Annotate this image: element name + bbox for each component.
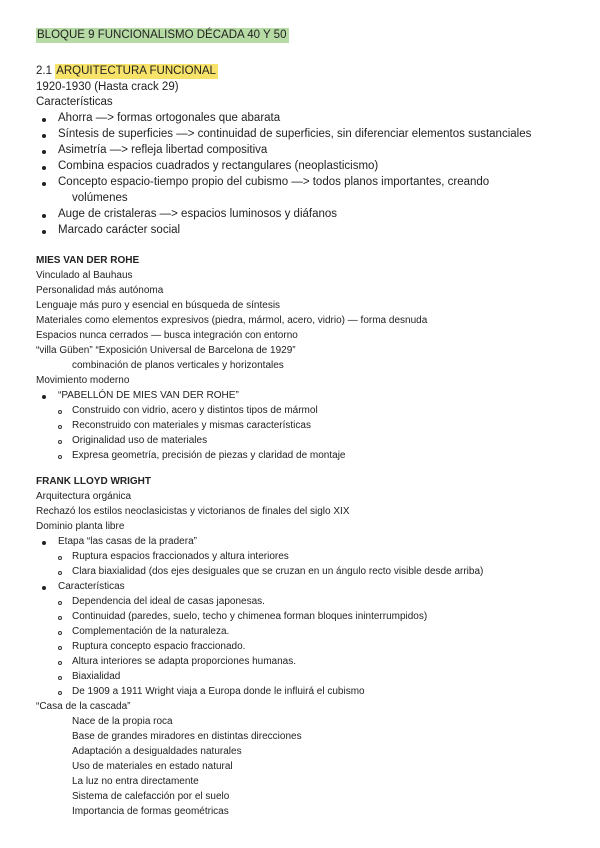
sub-list-item: Ruptura espacios fraccionados y altura interiores: [72, 551, 289, 562]
sub-bullet-icon: [58, 556, 62, 560]
section-label: Características: [36, 96, 113, 108]
bullet-icon: [42, 134, 46, 138]
sub-list-item: Ruptura concepto espacio fraccionado.: [72, 641, 246, 652]
text-line: Vinculado al Bauhaus: [36, 270, 133, 281]
text-line-indented: Importancia de formas geométricas: [72, 806, 229, 817]
text-line: Materiales como elementos expresivos (piedra, mármol, acero, vidrio) — forma desnuda: [36, 315, 428, 326]
sub-bullet-icon: [58, 410, 62, 414]
list-item: Auge de cristaleras —> espacios luminosos y diáfanos: [58, 208, 338, 220]
text-line-indented: Sistema de calefacción por el suelo: [72, 791, 230, 802]
list-item: Síntesis de superficies —> continuidad de superficies, sin diferenciar elementos sustanciales: [58, 128, 532, 140]
sub-bullet-icon: [58, 691, 62, 695]
text-line-indented: combinación de planos verticales y horizontales: [72, 360, 284, 371]
bullet-icon: [42, 214, 46, 218]
sub-list-item: Clara biaxialidad (dos ejes desiguales que se cruzan en un ángulo recto visible desde arriba): [72, 566, 484, 577]
list-item: Combina espacios cuadrados y rectangulares (neoplasticismo): [58, 160, 379, 172]
bullet-icon: [42, 118, 46, 122]
sub-list-item: Altura interiores se adapta proporciones humanas.: [72, 656, 297, 667]
sub-bullet-icon: [58, 425, 62, 429]
sub-bullet-icon: [58, 455, 62, 459]
text-line: “villa Güben” “Exposición Universal de Barcelona de 1929”: [36, 345, 296, 356]
mies-heading: MIES VAN DER ROHE: [36, 255, 140, 266]
text-line: “Casa de la cascada”: [36, 701, 131, 712]
page-title: [36, 30, 289, 42]
sub-list-item: Expresa geometría, precisión de piezas y claridad de montaje: [72, 450, 346, 461]
list-item: Características: [58, 581, 125, 592]
sub-bullet-icon: [58, 676, 62, 680]
list-item-continuation: volúmenes: [72, 192, 128, 204]
section-number: 2.1: [36, 65, 52, 77]
sub-bullet-icon: [58, 661, 62, 665]
list-item: Asimetría —> refleja libertad compositiva: [58, 144, 268, 156]
text-line-indented: Adaptación a desigualdades naturales: [72, 746, 242, 757]
sub-list-item: Dependencia del ideal de casas japonesas.: [72, 596, 265, 607]
text-line: Personalidad más autónoma: [36, 285, 164, 296]
sub-bullet-icon: [58, 601, 62, 605]
sub-list-item: Continuidad (paredes, suelo, techo y chimenea forman bloques ininterrumpidos): [72, 611, 428, 622]
text-line-indented: La luz no entra directamente: [72, 776, 199, 787]
sub-bullet-icon: [58, 616, 62, 620]
sub-bullet-icon: [58, 631, 62, 635]
section-heading: [36, 66, 218, 78]
bullet-icon: [42, 586, 46, 590]
sub-list-item: Reconstruido con materiales y mismas características: [72, 420, 311, 431]
list-item: Concepto espacio-tiempo propio del cubismo —> todos planos importantes, creando: [58, 176, 490, 188]
sub-list-item: Biaxialidad: [72, 671, 121, 682]
title-text: BLOQUE 9 FUNCIONALISMO DÉCADA 40 Y 50: [36, 28, 289, 43]
bullet-icon: [42, 230, 46, 234]
section-title: ARQUITECTURA FUNCIONAL: [56, 65, 216, 77]
list-item: Marcado carácter social: [58, 224, 181, 236]
sub-list-item: Originalidad uso de materiales: [72, 435, 208, 446]
sub-list-item: Construido con vidrio, acero y distintos tipos de mármol: [72, 405, 318, 416]
text-line-indented: Nace de la propia roca: [72, 716, 173, 727]
sub-list-item: De 1909 a 1911 Wright viaja a Europa donde le influirá el cubismo: [72, 686, 365, 697]
text-line-indented: Uso de materiales en estado natural: [72, 761, 233, 772]
sub-list-item: Complementación de la naturaleza.: [72, 626, 230, 637]
list-item: Etapa “las casas de la pradera”: [58, 536, 197, 547]
text-line: Dominio planta libre: [36, 521, 125, 532]
text-line: Movimiento moderno: [36, 375, 130, 386]
text-line: Lenguaje más puro y esencial en búsqueda de síntesis: [36, 300, 281, 311]
bullet-icon: [42, 166, 46, 170]
wright-heading: FRANK LLOYD WRIGHT: [36, 476, 151, 487]
bullet-icon: [42, 150, 46, 154]
list-item: “PABELLÓN DE MIES VAN DER ROHE”: [58, 390, 239, 401]
text-line: Rechazó los estilos neoclasicistas y victorianos de finales del siglo XIX: [36, 506, 350, 517]
section-dates: 1920-1930 (Hasta crack 29): [36, 81, 179, 93]
text-line: Arquitectura orgánica: [36, 491, 132, 502]
sub-bullet-icon: [58, 571, 62, 575]
text-line: Espacios nunca cerrados — busca integración con entorno: [36, 330, 298, 341]
bullet-icon: [42, 182, 46, 186]
sub-bullet-icon: [58, 646, 62, 650]
bullet-icon: [42, 395, 46, 399]
sub-bullet-icon: [58, 440, 62, 444]
bullet-icon: [42, 541, 46, 545]
list-item: Ahorra —> formas ortogonales que abarata: [58, 112, 281, 124]
text-line-indented: Base de grandes miradores en distintas direcciones: [72, 731, 302, 742]
